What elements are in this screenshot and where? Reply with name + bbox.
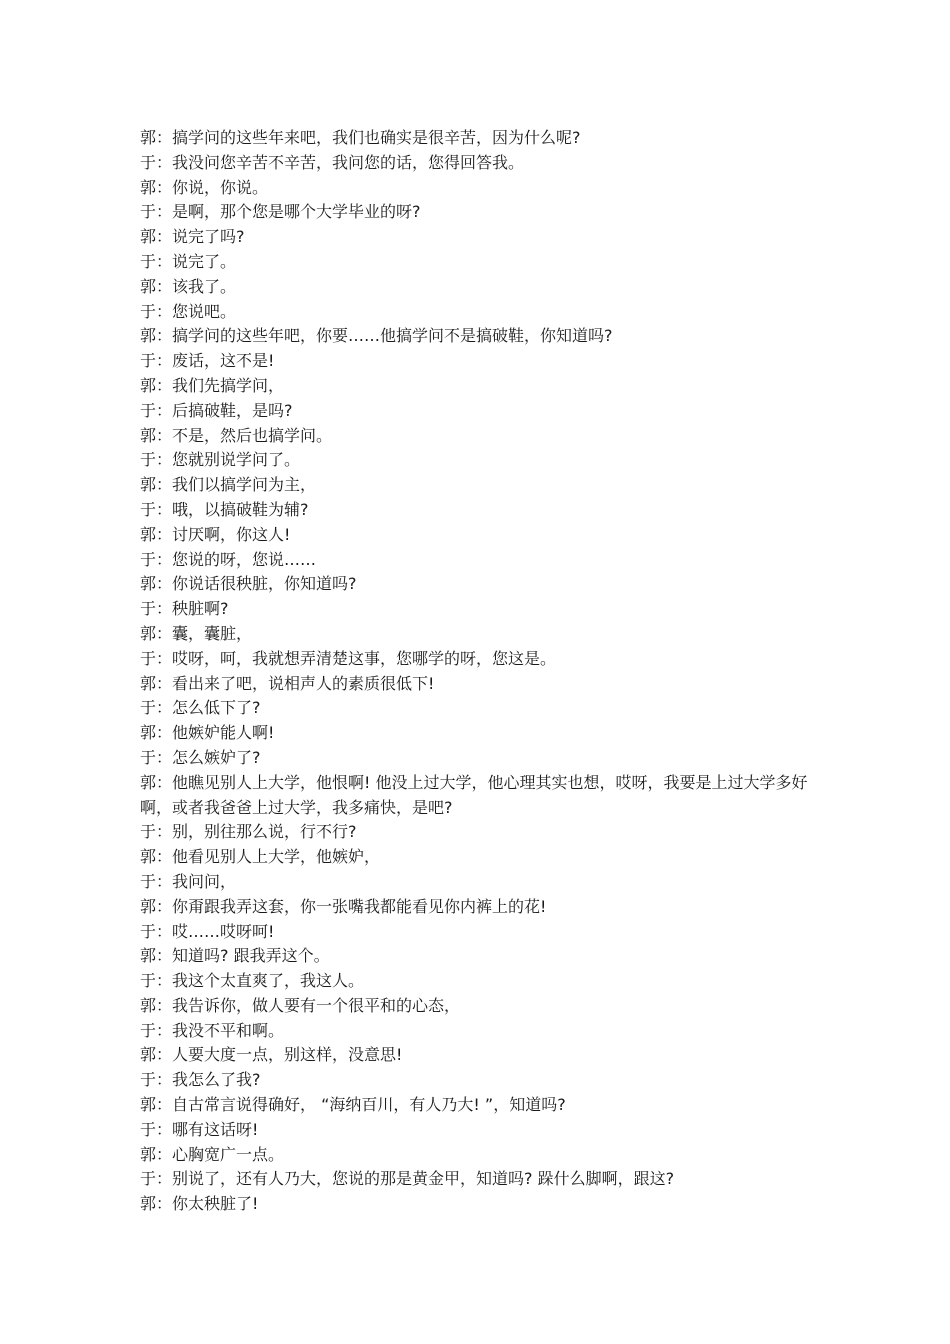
dialogue-line — [140, 1019, 820, 1044]
dialogue-line — [140, 424, 820, 449]
speaker-name: 于 — [140, 599, 157, 619]
speaker-name: 于 — [140, 202, 157, 222]
dialogue-line — [140, 324, 820, 349]
dialogue-line — [140, 300, 820, 325]
speaker-separator: ： — [156, 251, 173, 271]
dialogue-line — [140, 275, 820, 300]
speaker-name: 于 — [140, 822, 157, 842]
speaker-name: 于 — [140, 301, 157, 321]
dialogue-line — [140, 250, 820, 275]
dialogue-line — [140, 126, 820, 151]
speaker-separator: ： — [156, 772, 173, 792]
speaker-name: 于 — [140, 1169, 157, 1189]
dialogue-line — [140, 746, 820, 771]
dialogue-line — [140, 1192, 820, 1217]
speaker-separator: ： — [156, 574, 173, 594]
speaker-name: 郭 — [140, 1194, 157, 1214]
speaker-name: 于 — [140, 450, 157, 470]
dialogue-line — [140, 1167, 820, 1192]
dialogue-transcript — [140, 126, 820, 1217]
line-text: 哎呀，呵，我就想弄清楚这事，您哪学的呀，您这是。 — [172, 648, 557, 668]
speaker-separator: ： — [156, 375, 173, 395]
speaker-separator: ： — [156, 921, 173, 941]
speaker-name: 于 — [140, 549, 157, 569]
line-text: 哦，以搞破鞋为辅? — [172, 499, 309, 519]
speaker-separator: ： — [156, 1070, 173, 1090]
speaker-separator: ： — [156, 723, 173, 743]
line-text: 知道吗? 跟我弄这个。 — [172, 946, 330, 966]
dialogue-line — [140, 225, 820, 250]
dialogue-line — [140, 523, 820, 548]
dialogue-line — [140, 597, 820, 622]
speaker-name: 于 — [140, 747, 157, 767]
speaker-name: 于 — [140, 351, 157, 371]
speaker-separator: ： — [156, 152, 173, 172]
speaker-separator: ： — [156, 227, 173, 247]
line-text: 自古常言说得确好， “海纳百川，有人乃大! ”，知道吗? — [172, 1095, 566, 1115]
speaker-name: 郭 — [140, 375, 157, 395]
line-text: 你甭跟我弄这套，你一张嘴我都能看见你内裤上的花! — [172, 896, 547, 916]
speaker-name: 于 — [140, 971, 157, 991]
line-text: 心胸宽广一点。 — [172, 1144, 285, 1164]
dialogue-line — [140, 870, 820, 895]
dialogue-line — [140, 622, 820, 647]
speaker-name: 于 — [140, 152, 157, 172]
speaker-separator: ： — [156, 499, 173, 519]
speaker-separator: ： — [156, 425, 173, 445]
speaker-separator: ： — [156, 623, 173, 643]
dialogue-line — [140, 498, 820, 523]
line-text: 您就别说学问了。 — [172, 450, 301, 470]
speaker-separator: ： — [156, 301, 173, 321]
speaker-name: 于 — [140, 1119, 157, 1139]
speaker-separator: ： — [156, 747, 173, 767]
line-text: 他瞧见别人上大学，他恨啊! 他没上过大学，他心理其实也想，哎呀，我要是上过大学多好啊，或者我爸爸上过大学，我多痛快，是吧? — [140, 772, 808, 817]
line-text: 您说吧。 — [172, 301, 237, 321]
speaker-name: 于 — [140, 921, 157, 941]
line-text: 怎么低下了? — [172, 698, 261, 718]
line-text: 人要大度一点，别这样，没意思! — [172, 1045, 403, 1065]
dialogue-line — [140, 647, 820, 672]
speaker-separator: ： — [156, 202, 173, 222]
line-text: 他嫉妒能人啊! — [172, 723, 275, 743]
speaker-name: 郭 — [140, 326, 157, 346]
speaker-separator: ： — [156, 475, 173, 495]
line-text: 哎……哎呀呵! — [172, 921, 275, 941]
speaker-name: 郭 — [140, 847, 157, 867]
speaker-name: 于 — [140, 698, 157, 718]
line-text: 囊，囊脏， — [172, 623, 253, 643]
speaker-name: 郭 — [140, 177, 157, 197]
speaker-separator: ： — [156, 549, 173, 569]
dialogue-line — [140, 1068, 820, 1093]
speaker-separator: ： — [156, 128, 173, 147]
speaker-separator: ： — [156, 1194, 173, 1214]
speaker-separator: ： — [156, 276, 173, 296]
line-text: 讨厌啊，你这人! — [172, 524, 291, 544]
speaker-separator: ： — [156, 1144, 173, 1164]
speaker-name: 郭 — [140, 623, 157, 643]
speaker-name: 郭 — [140, 673, 157, 693]
dialogue-line — [140, 920, 820, 945]
speaker-name: 郭 — [140, 227, 157, 247]
line-text: 秧脏啊? — [172, 599, 229, 619]
dialogue-line — [140, 771, 820, 821]
speaker-name: 于 — [140, 1070, 157, 1090]
line-text: 我们先搞学问， — [172, 375, 285, 395]
line-text: 你说，你说。 — [172, 177, 269, 197]
speaker-separator: ： — [156, 1045, 173, 1065]
dialogue-line — [140, 176, 820, 201]
line-text: 我问问， — [172, 871, 237, 891]
line-text: 说完了吗? — [172, 227, 245, 247]
speaker-name: 郭 — [140, 995, 157, 1015]
speaker-separator: ： — [156, 946, 173, 966]
speaker-separator: ： — [156, 400, 173, 420]
speaker-name: 郭 — [140, 896, 157, 916]
speaker-separator: ： — [156, 1169, 173, 1189]
dialogue-line — [140, 1143, 820, 1168]
speaker-name: 郭 — [140, 1045, 157, 1065]
speaker-name: 于 — [140, 1020, 157, 1040]
speaker-separator: ： — [156, 1020, 173, 1040]
speaker-separator: ： — [156, 896, 173, 916]
speaker-name: 于 — [140, 499, 157, 519]
speaker-separator: ： — [156, 450, 173, 470]
line-text: 搞学问的这些年来吧，我们也确实是很辛苦，因为什么呢? — [172, 128, 581, 147]
dialogue-line — [140, 151, 820, 176]
dialogue-line — [140, 473, 820, 498]
dialogue-line — [140, 672, 820, 697]
speaker-separator: ： — [156, 673, 173, 693]
speaker-separator: ： — [156, 599, 173, 619]
speaker-separator: ： — [156, 871, 173, 891]
speaker-separator: ： — [156, 648, 173, 668]
line-text: 别，别往那么说，行不行? — [172, 822, 357, 842]
speaker-name: 郭 — [140, 772, 157, 792]
speaker-separator: ： — [156, 1119, 173, 1139]
line-text: 怎么嫉妒了? — [172, 747, 261, 767]
speaker-name: 郭 — [140, 524, 157, 544]
speaker-separator: ： — [156, 995, 173, 1015]
line-text: 你太秧脏了! — [172, 1194, 259, 1214]
speaker-separator: ： — [156, 351, 173, 371]
dialogue-line — [140, 1093, 820, 1118]
dialogue-line — [140, 1043, 820, 1068]
dialogue-line — [140, 448, 820, 473]
line-text: 后搞破鞋，是吗? — [172, 400, 293, 420]
line-text: 废话，这不是! — [172, 351, 275, 371]
dialogue-line — [140, 994, 820, 1019]
speaker-name: 郭 — [140, 723, 157, 743]
speaker-name: 郭 — [140, 574, 157, 594]
speaker-name: 于 — [140, 251, 157, 271]
line-text: 搞学问的这些年吧，你要……他搞学问不是搞破鞋，你知道吗? — [172, 326, 613, 346]
dialogue-line — [140, 845, 820, 870]
speaker-name: 郭 — [140, 425, 157, 445]
line-text: 你说话很秧脏，你知道吗? — [172, 574, 357, 594]
speaker-name: 郭 — [140, 1095, 157, 1115]
dialogue-line — [140, 200, 820, 225]
line-text: 我没不平和啊。 — [172, 1020, 285, 1040]
speaker-name: 郭 — [140, 128, 157, 147]
dialogue-line — [140, 572, 820, 597]
speaker-name: 郭 — [140, 1144, 157, 1164]
dialogue-line — [140, 969, 820, 994]
speaker-separator: ： — [156, 1095, 173, 1115]
line-text: 我没问您辛苦不辛苦，我问您的话，您得回答我。 — [172, 152, 525, 172]
speaker-separator: ： — [156, 971, 173, 991]
line-text: 不是，然后也搞学问。 — [172, 425, 333, 445]
speaker-separator: ： — [156, 524, 173, 544]
line-text: 我告诉你，做人要有一个很平和的心态， — [172, 995, 461, 1015]
dialogue-line — [140, 548, 820, 573]
speaker-name: 郭 — [140, 276, 157, 296]
line-text: 别说了，还有人乃大，您说的那是黄金甲，知道吗? 跺什么脚啊，跟这? — [172, 1169, 675, 1189]
speaker-separator: ： — [156, 177, 173, 197]
line-text: 他看见别人上大学，他嫉妒， — [172, 847, 381, 867]
line-text: 说完了。 — [172, 251, 237, 271]
dialogue-line — [140, 944, 820, 969]
dialogue-line — [140, 820, 820, 845]
dialogue-line — [140, 696, 820, 721]
line-text: 哪有这话呀! — [172, 1119, 259, 1139]
speaker-separator: ： — [156, 822, 173, 842]
speaker-name: 于 — [140, 400, 157, 420]
dialogue-line — [140, 721, 820, 746]
dialogue-line — [140, 374, 820, 399]
line-text: 我这个太直爽了，我这人。 — [172, 971, 365, 991]
speaker-name: 于 — [140, 871, 157, 891]
speaker-name: 郭 — [140, 946, 157, 966]
line-text: 我怎么了我? — [172, 1070, 261, 1090]
dialogue-line — [140, 349, 820, 374]
speaker-name: 于 — [140, 648, 157, 668]
line-text: 我们以搞学问为主， — [172, 475, 317, 495]
dialogue-line — [140, 1118, 820, 1143]
dialogue-line — [140, 399, 820, 424]
line-text: 是啊，那个您是哪个大学毕业的呀? — [172, 202, 421, 222]
speaker-separator: ： — [156, 698, 173, 718]
speaker-separator: ： — [156, 847, 173, 867]
line-text: 您说的呀，您说…… — [172, 549, 317, 569]
speaker-name: 郭 — [140, 475, 157, 495]
speaker-separator: ： — [156, 326, 173, 346]
line-text: 看出来了吧，说相声人的素质很低下! — [172, 673, 435, 693]
dialogue-line — [140, 895, 820, 920]
line-text: 该我了。 — [172, 276, 237, 296]
